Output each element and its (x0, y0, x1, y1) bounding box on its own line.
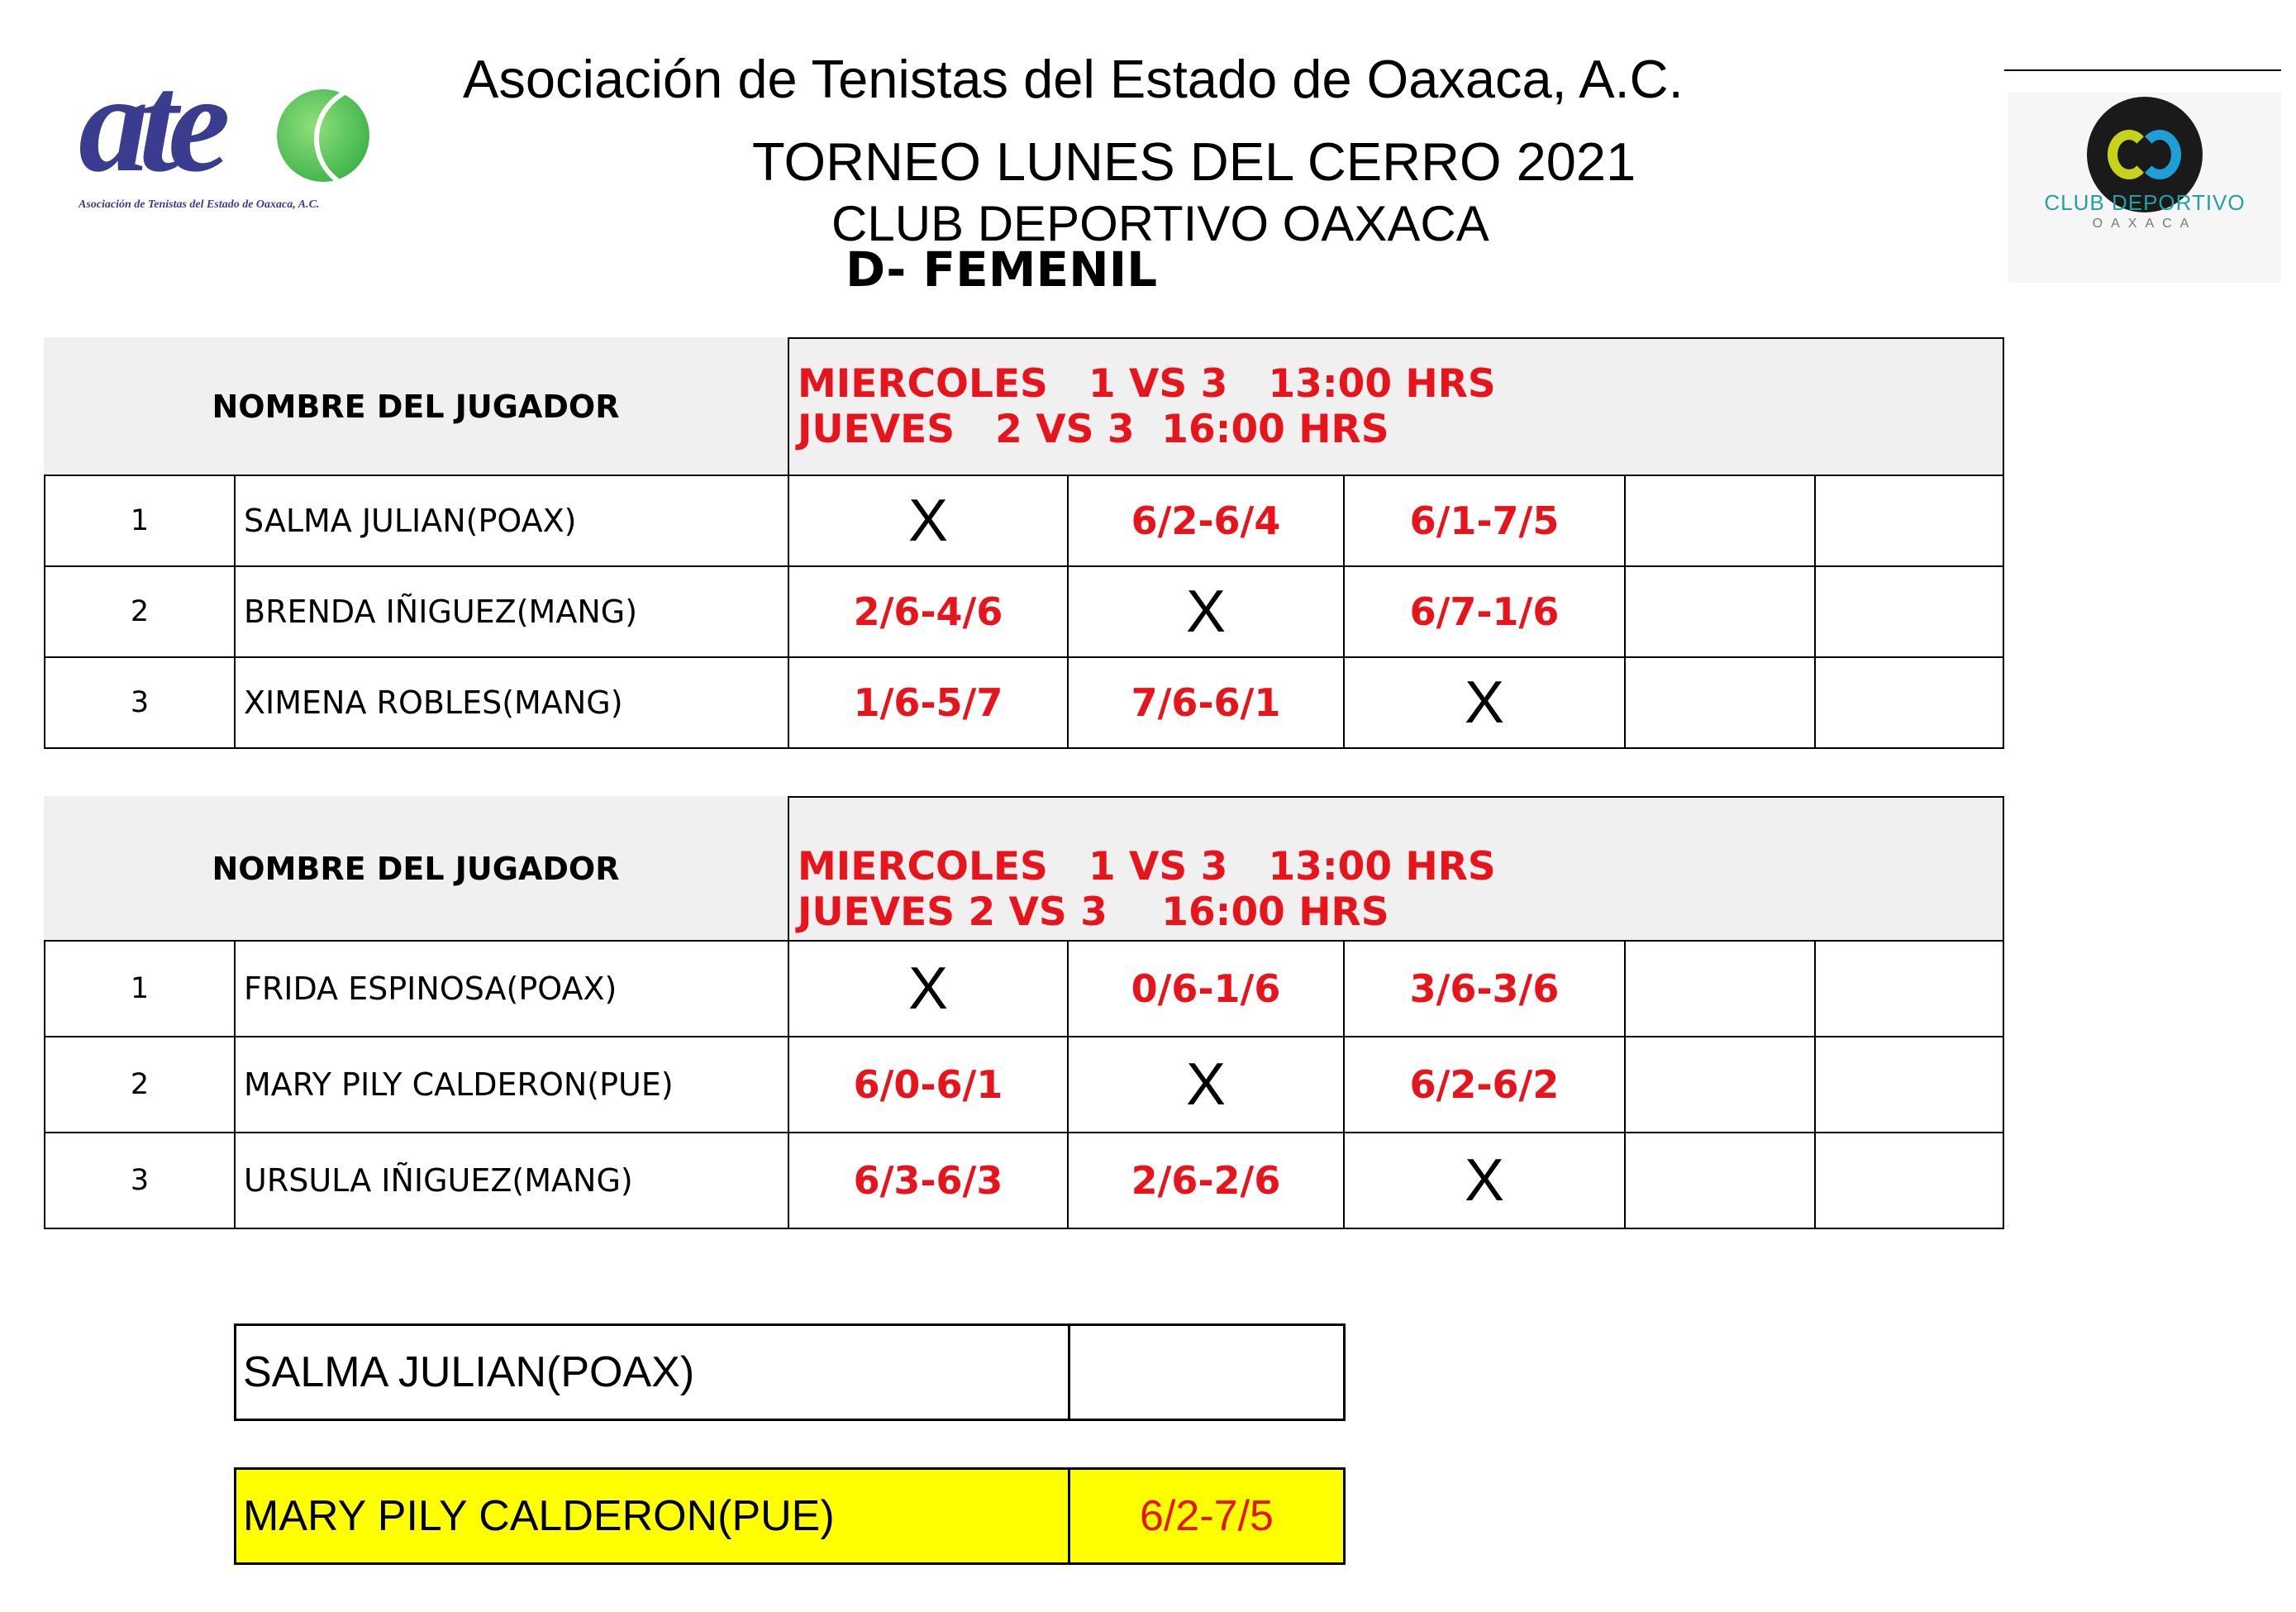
result-cell: X (1343, 656, 1626, 749)
schedule-line-1: MIERCOLES 1 VS 3 13:00 HRS (798, 844, 1496, 889)
player-number: 3 (44, 656, 236, 749)
empty-cell (1624, 940, 1816, 1037)
winner-name: MARY PILY CALDERON(PUE) (234, 1467, 1070, 1565)
result-cell: X (788, 475, 1069, 567)
result-cell: X (788, 940, 1069, 1037)
empty-cell (1624, 1132, 1816, 1229)
ate-logo-text: ate (79, 45, 221, 201)
result-cell: 6/2-6/2 (1343, 1036, 1626, 1133)
result-cell: 7/6-6/1 (1067, 656, 1345, 749)
player-name: URSULA IÑIGUEZ(MANG) (234, 1132, 789, 1229)
tennis-ball-icon (277, 89, 369, 182)
player-number: 2 (44, 1036, 236, 1133)
result-cell: 1/6-5/7 (788, 656, 1069, 749)
result-cell: 0/6-1/6 (1067, 940, 1345, 1037)
result-cell: 6/0-6/1 (788, 1036, 1069, 1133)
empty-cell (1814, 565, 2004, 658)
category-title: D- FEMENIL (846, 241, 1158, 298)
group-table-2 (44, 796, 2004, 1228)
player-number: 2 (44, 565, 236, 658)
club-logo-name: CLUB DEPORTIVO (2044, 190, 2246, 215)
empty-cell (1624, 1036, 1816, 1133)
result-cell: X (1343, 1132, 1626, 1229)
schedule-line-2: JUEVES 2 VS 3 16:00 HRS (798, 889, 1389, 935)
ate-logo (79, 45, 384, 231)
player-number: 3 (44, 1132, 236, 1229)
final-score (1068, 1323, 1346, 1421)
result-cell: 6/7-1/6 (1343, 565, 1626, 658)
organization-title: Asociación de Tenistas del Estado de Oaxaca, A.C. (463, 49, 1684, 109)
schedule-header (788, 337, 2004, 476)
empty-cell (1814, 656, 2004, 749)
player-name: FRIDA ESPINOSA(POAX) (234, 940, 789, 1037)
player-name: BRENDA IÑIGUEZ(MANG) (234, 565, 789, 658)
column-header-player-name: NOMBRE DEL JUGADOR (44, 796, 788, 942)
player-number: 1 (44, 475, 236, 567)
final-score: 6/2-7/5 (1068, 1467, 1346, 1565)
empty-cell (1814, 1132, 2004, 1229)
empty-cell (1814, 940, 2004, 1037)
result-cell: 6/3-6/3 (788, 1132, 1069, 1229)
club-title: CLUB DEPORTIVO OAXACA (831, 196, 1489, 251)
empty-cell (1624, 565, 1816, 658)
club-logo-city: OAXACA (2092, 217, 2198, 231)
ate-logo-subtitle: Asociación de Tenistas del Estado de Oaxaca, A.C. (79, 198, 320, 211)
finalist-name: SALMA JULIAN(POAX) (234, 1323, 1070, 1421)
schedule-header (788, 796, 2004, 942)
player-name: MARY PILY CALDERON(PUE) (234, 1036, 789, 1133)
club-logo (2008, 93, 2281, 283)
result-cell: X (1067, 1036, 1345, 1133)
group-table-1 (44, 337, 2004, 747)
empty-cell (1814, 1036, 2004, 1133)
result-cell: 3/6-3/6 (1343, 940, 1626, 1037)
result-cell: 2/6-4/6 (788, 565, 1069, 658)
header-divider (2004, 69, 2281, 71)
player-name: XIMENA ROBLES(MANG) (234, 656, 789, 749)
tournament-title: TORNEO LUNES DEL CERRO 2021 (752, 131, 1636, 192)
empty-cell (1624, 475, 1816, 567)
empty-cell (1814, 475, 2004, 567)
player-number: 1 (44, 940, 236, 1037)
result-cell: 2/6-2/6 (1067, 1132, 1345, 1229)
schedule-line-1: MIERCOLES 1 VS 3 13:00 HRS (798, 361, 1496, 407)
column-header-player-name: NOMBRE DEL JUGADOR (44, 337, 788, 476)
schedule-line-2: JUEVES 2 VS 3 16:00 HRS (798, 407, 1389, 452)
player-name: SALMA JULIAN(POAX) (234, 475, 789, 567)
result-cell: X (1067, 565, 1345, 658)
empty-cell (1624, 656, 1816, 749)
result-cell: 6/2-6/4 (1067, 475, 1345, 567)
result-cell: 6/1-7/5 (1343, 475, 1626, 567)
